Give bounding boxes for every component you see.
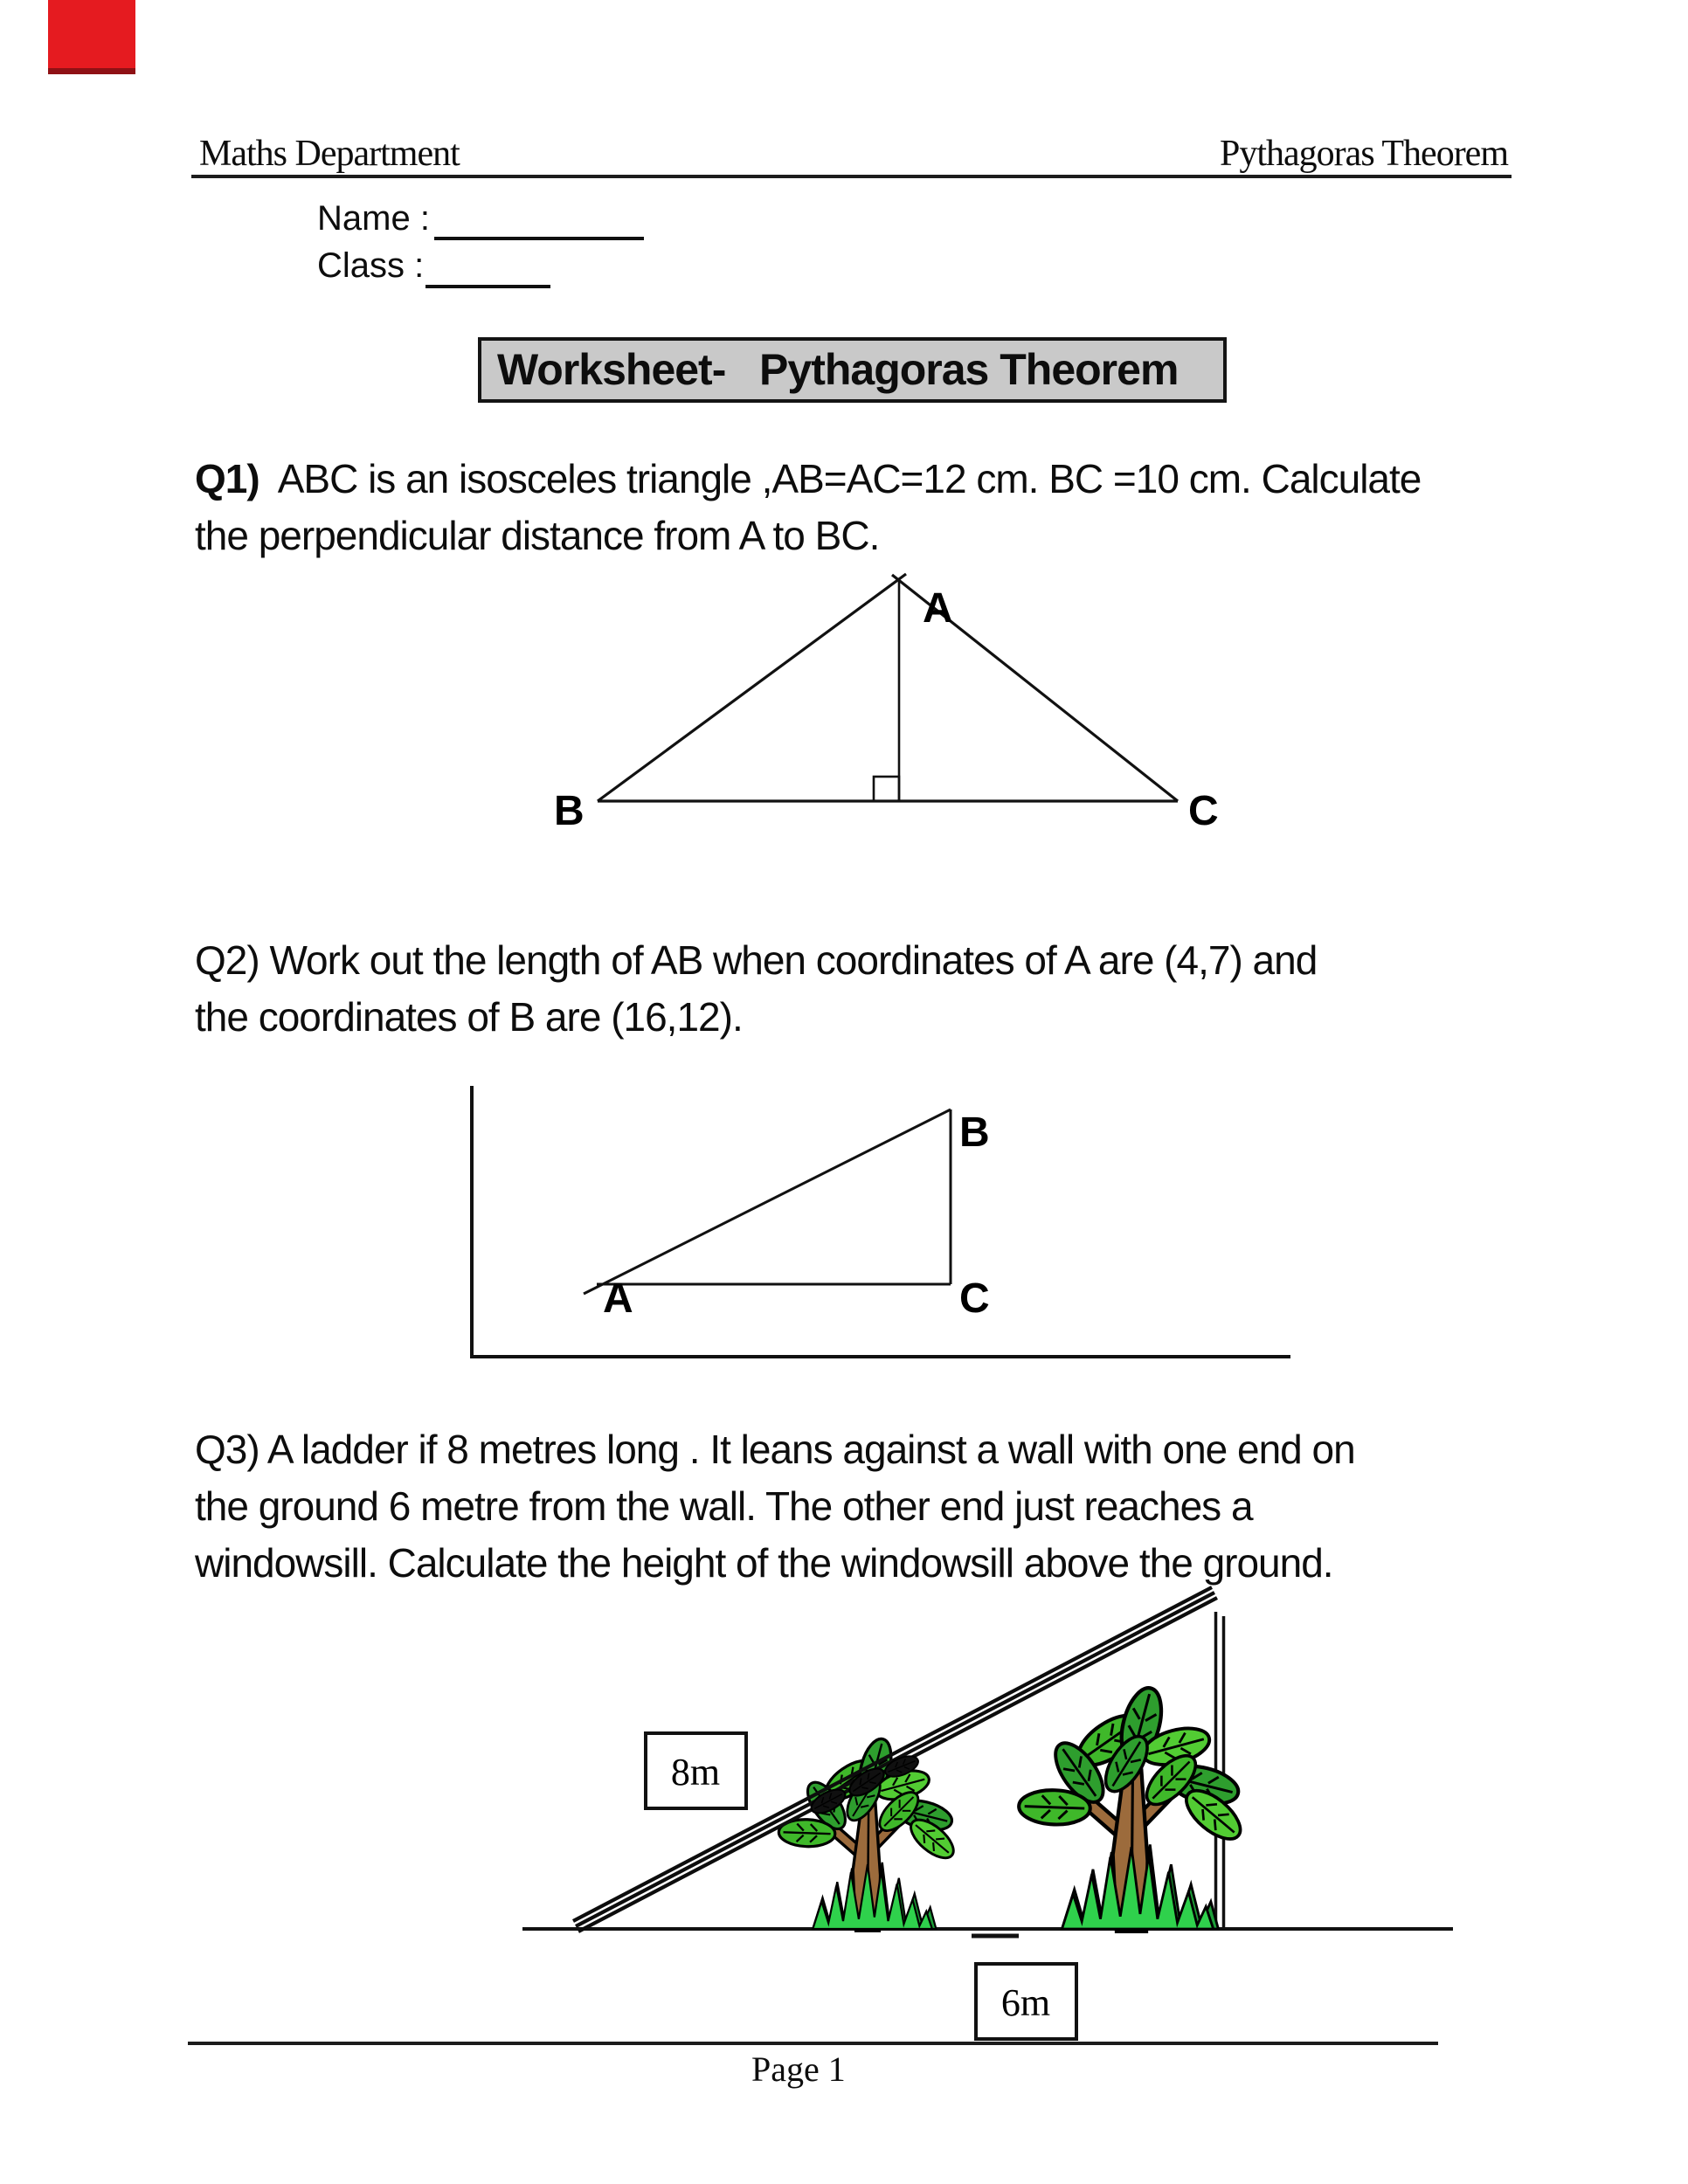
right-angle-marker — [874, 777, 899, 801]
header-department: Maths Department — [199, 134, 460, 174]
question-1-text — [195, 451, 1421, 564]
question-3-line1: Q3) A ladder if 8 metres long . It leans against a wall with one end on — [195, 1427, 1355, 1472]
q2-vertex-label-c: C — [959, 1275, 990, 1322]
question-1-line2: the perpendicular distance from A to BC. — [195, 513, 880, 558]
footer-rule — [188, 2042, 1438, 2045]
question-2-line2: the coordinates of B are (16,12). — [195, 994, 743, 1040]
red-corner-marker — [48, 0, 135, 74]
name-underline — [434, 237, 644, 240]
question-3-line2: the ground 6 metre from the wall. The other end just reaches a — [195, 1483, 1253, 1529]
question-2-text — [195, 932, 1317, 1046]
question-1-number: Q1) — [195, 456, 259, 501]
q1-vertex-label-b: B — [554, 788, 585, 834]
header-topic: Pythagoras Theorem — [1220, 134, 1508, 174]
class-label: Class : — [317, 246, 425, 285]
q2-coordinate-diagram — [437, 1048, 1311, 1372]
class-underline — [425, 285, 550, 288]
ladder-length-label: 8m — [670, 1751, 721, 1794]
q1-vertex-label-c: C — [1188, 788, 1219, 834]
question-1-line1: ABC is an isosceles triangle ,AB=AC=12 cm. BC =10 cm. Calculate — [259, 456, 1422, 501]
q1-triangle — [598, 574, 1178, 801]
q3-ladder-wall-diagram — [481, 1555, 1529, 2053]
ladder-length-box — [646, 1733, 746, 1808]
question-2-line1: Q2) Work out the length of AB when coordinates of A are (4,7) and — [195, 937, 1318, 983]
base-length-label: 6m — [1000, 1981, 1051, 2024]
page-number: Page 1 — [751, 2049, 846, 2089]
base-length-box — [976, 1964, 1076, 2039]
q1-vertex-label-a: A — [923, 585, 953, 632]
q2-vertex-label-b: B — [959, 1109, 990, 1156]
worksheet-title: Worksheet- Pythagoras Theorem — [478, 337, 1227, 403]
tree-large — [1018, 1683, 1248, 1932]
q1-isosceles-triangle-diagram — [524, 550, 1258, 839]
question-3-line3: windowsill. Calculate the height of the windowsill above the ground. — [195, 1540, 1333, 1586]
header-rule — [191, 175, 1512, 178]
name-label: Name : — [317, 199, 430, 238]
q2-triangle — [584, 1109, 951, 1294]
q2-vertex-label-a: A — [603, 1275, 633, 1322]
